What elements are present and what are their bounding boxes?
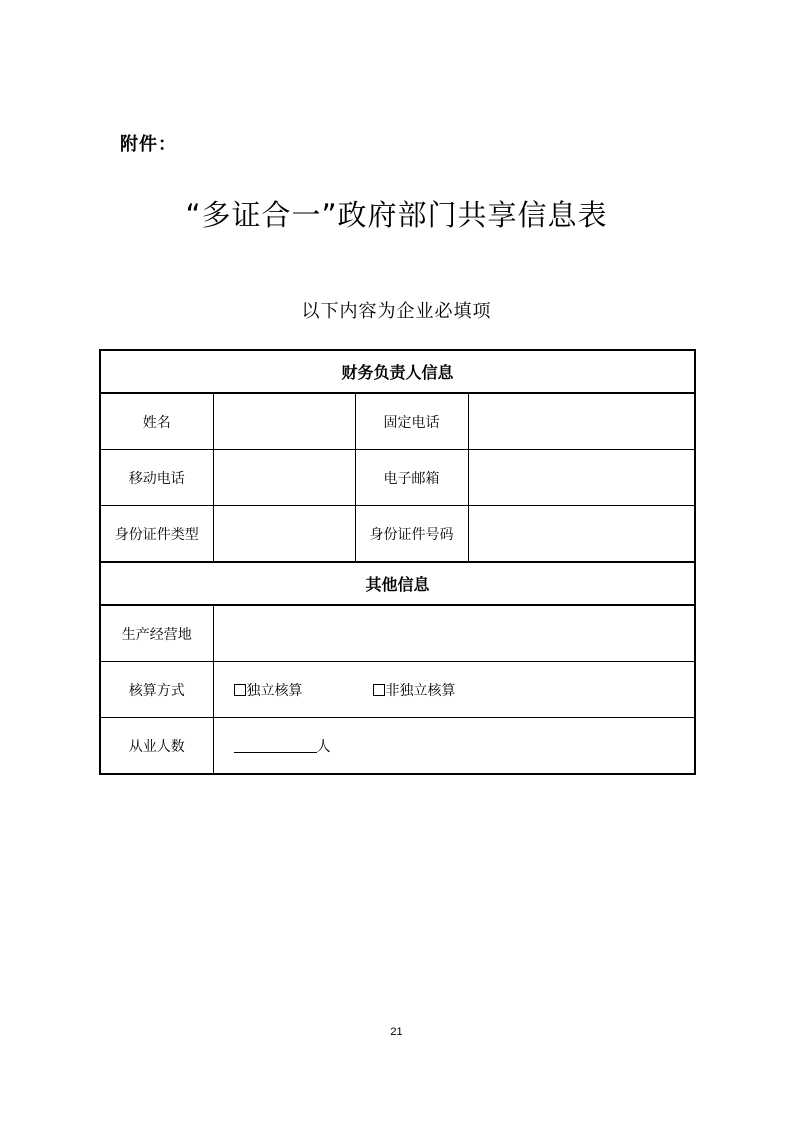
checkbox[interactable] bbox=[234, 684, 246, 696]
id-type-label: 身份证件类型 bbox=[100, 506, 213, 563]
independent-accounting-label: 独立核算 bbox=[246, 682, 303, 699]
name-field[interactable] bbox=[213, 393, 355, 450]
shared-info-form bbox=[99, 349, 696, 775]
other-section-heading: 其他信息 bbox=[100, 562, 695, 605]
attachment-label: 附件： bbox=[120, 134, 177, 155]
non-independent-accounting-option[interactable] bbox=[373, 680, 456, 700]
form-row-name bbox=[100, 393, 695, 450]
non-independent-accounting-label: 非独立核算 bbox=[385, 682, 456, 699]
address-label: 生产经营地 bbox=[100, 605, 213, 662]
employees-count-blank[interactable] bbox=[234, 737, 317, 753]
form-row-accounting bbox=[100, 662, 695, 718]
page-title: “多证合一”政府部门共享信息表 bbox=[185, 198, 608, 232]
page-number: 21 bbox=[390, 1026, 403, 1038]
landline-label: 固定电话 bbox=[355, 393, 468, 450]
form-row-mobile bbox=[100, 450, 695, 506]
mobile-field[interactable] bbox=[213, 450, 355, 506]
id-type-field[interactable] bbox=[213, 506, 355, 563]
mobile-label: 移动电话 bbox=[100, 450, 213, 506]
employees-unit: 人 bbox=[316, 738, 331, 755]
name-label: 姓名 bbox=[100, 393, 213, 450]
subtitle: 以下内容为企业必填项 bbox=[301, 301, 492, 322]
employees-label: 从业人数 bbox=[100, 718, 213, 775]
email-field[interactable] bbox=[468, 450, 695, 506]
address-field[interactable] bbox=[213, 605, 695, 662]
accounting-label: 核算方式 bbox=[100, 662, 213, 718]
employees-cell bbox=[213, 718, 695, 775]
landline-field[interactable] bbox=[468, 393, 695, 450]
form-row-employees bbox=[100, 718, 695, 775]
id-number-label: 身份证件号码 bbox=[355, 506, 468, 563]
email-label: 电子邮箱 bbox=[355, 450, 468, 506]
finance-section-heading: 财务负责人信息 bbox=[100, 350, 695, 393]
independent-accounting-option[interactable] bbox=[234, 680, 303, 700]
other-section-header-row bbox=[100, 562, 695, 605]
accounting-options bbox=[213, 662, 695, 718]
checkbox[interactable] bbox=[373, 684, 385, 696]
form-row-id bbox=[100, 506, 695, 563]
form-row-address bbox=[100, 605, 695, 662]
finance-section-header-row bbox=[100, 350, 695, 393]
id-number-field[interactable] bbox=[468, 506, 695, 563]
